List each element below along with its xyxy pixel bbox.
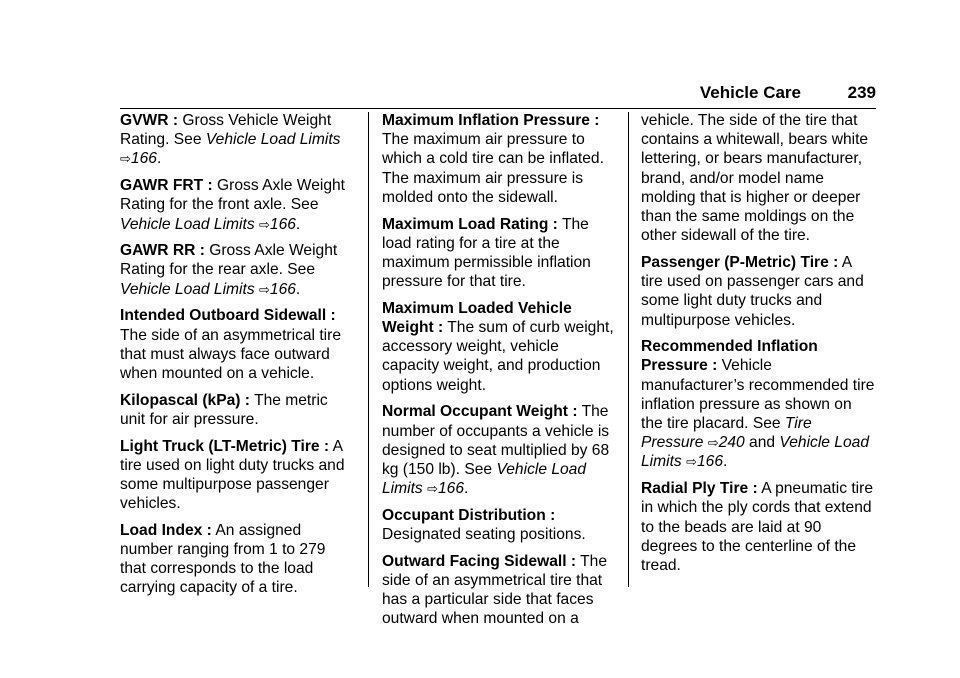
page-reference-arrow-icon: ⇨ bbox=[258, 281, 270, 297]
cross-reference-page[interactable]: 166 bbox=[269, 215, 296, 233]
glossary-entry bbox=[641, 479, 875, 575]
glossary-definition: The sum of curb weight, accessory weight, vehicle capacity weight, and production options weight. bbox=[382, 319, 614, 394]
cross-reference-link[interactable]: Vehicle Load Limits bbox=[120, 280, 255, 298]
trailing-punctuation: . bbox=[295, 280, 301, 298]
section-title: Vehicle Care bbox=[699, 83, 801, 102]
glossary-entry bbox=[641, 337, 875, 471]
page-reference-arrow-icon: ⇨ bbox=[707, 435, 719, 451]
glossary-term: Normal Occupant Weight : bbox=[382, 403, 578, 421]
glossary-entry bbox=[382, 299, 616, 395]
column-divider bbox=[368, 112, 369, 587]
glossary-term: Radial Ply Tire : bbox=[641, 480, 758, 498]
glossary-definition: The metric unit for air pressure. bbox=[120, 391, 328, 428]
glossary-entry bbox=[120, 111, 354, 169]
column-divider bbox=[628, 112, 629, 587]
page-reference-arrow-icon: ⇨ bbox=[427, 481, 438, 497]
column-3 bbox=[641, 111, 875, 583]
glossary-term: GAWR RR : bbox=[120, 242, 205, 260]
glossary-entry bbox=[382, 552, 616, 629]
glossary-entry bbox=[382, 215, 616, 292]
page-number: 239 bbox=[847, 83, 876, 102]
glossary-definition: The maximum air pressure to which a cold tire can be inflated. The maximum air pressure is molded onto the sidewall. bbox=[382, 131, 604, 206]
connector-text: and bbox=[749, 434, 776, 452]
glossary-definition: The side of an asymmetrical tire that must always face outward when mounted on a vehicle. bbox=[120, 326, 341, 382]
glossary-entry bbox=[120, 306, 354, 383]
glossary-definition: The side of an asymmetrical tire that has a particular side that faces outward when mounted on a bbox=[382, 552, 608, 628]
trailing-punctuation: . bbox=[464, 480, 469, 498]
cross-reference-page[interactable]: 166 bbox=[269, 280, 296, 298]
glossary-entry bbox=[120, 437, 354, 514]
glossary-entry bbox=[120, 241, 354, 299]
glossary-definition: Gross Axle Weight Rating for the rear axle. See bbox=[120, 242, 338, 279]
glossary-term: Light Truck (LT-Metric) Tire : bbox=[120, 437, 330, 455]
glossary-term: Occupant Distribution : bbox=[382, 506, 556, 524]
cross-reference-page[interactable]: 166 bbox=[696, 453, 724, 471]
glossary-term: Maximum Load Rating : bbox=[382, 215, 558, 233]
column-2 bbox=[382, 111, 616, 636]
glossary-definition: The number of occupants a vehicle is designed to seat multiplied by 68 kg (150 lb). See bbox=[382, 403, 610, 478]
cross-reference-link[interactable]: Tire Pressure bbox=[641, 415, 812, 452]
glossary-entry bbox=[120, 176, 354, 234]
glossary-term: GAWR FRT : bbox=[120, 177, 213, 195]
glossary-definition: An assigned number ranging from 1 to 279 that corresponds to the load carrying capacity of a tire. bbox=[120, 521, 326, 597]
glossary-entry bbox=[641, 111, 875, 245]
glossary-definition: Gross Vehicle Weight Rating. See bbox=[120, 112, 332, 149]
glossary-term: Maximum Loaded Vehicle Weight : bbox=[382, 299, 572, 337]
cross-reference-link[interactable]: Vehicle Load Limits bbox=[205, 131, 341, 149]
glossary-entry bbox=[382, 506, 616, 544]
cross-reference-page[interactable]: 166 bbox=[437, 480, 465, 498]
glossary-term: Load Index : bbox=[120, 521, 212, 539]
glossary-entry bbox=[382, 111, 616, 207]
page-header bbox=[120, 80, 876, 110]
glossary-definition: Gross Axle Weight Rating for the front axle. See bbox=[120, 177, 346, 214]
glossary-term: Passenger (P-Metric) Tire : bbox=[641, 253, 839, 271]
glossary-term: Intended Outboard Sidewall : bbox=[120, 307, 336, 325]
glossary-definition: vehicle. The side of the tire that contains a whitewall, bears white lettering, or bears manufacturer, brand, and/or model name molding that is higher or deeper than the same moldings on the other sidewall of the tire. bbox=[641, 112, 869, 245]
cross-reference-link[interactable]: Vehicle Load Limits bbox=[641, 434, 869, 471]
cross-reference-page[interactable]: 240 bbox=[718, 434, 745, 452]
glossary-definition: A tire used on passenger cars and some light duty trucks and multipurpose vehicles. bbox=[641, 253, 864, 329]
glossary-term: Outward Facing Sidewall : bbox=[382, 552, 577, 570]
cross-reference-page[interactable]: 166 bbox=[130, 150, 157, 168]
glossary-definition: A tire used on light duty trucks and some multipurpose passenger vehicles. bbox=[120, 437, 345, 513]
trailing-punctuation: . bbox=[156, 150, 162, 168]
glossary-term: Maximum Inflation Pressure : bbox=[382, 112, 600, 129]
page-reference-arrow-icon: ⇨ bbox=[686, 454, 697, 470]
glossary-definition: Designated seating positions. bbox=[382, 526, 586, 544]
glossary-entry bbox=[641, 253, 875, 330]
glossary-term: GVWR : bbox=[120, 112, 179, 129]
page-reference-arrow-icon: ⇨ bbox=[258, 216, 270, 232]
header-rule bbox=[120, 108, 876, 109]
glossary-definition: A pneumatic tire in which the ply cords that extend to the beads are laid at 90 degrees to the centerline of the tread. bbox=[641, 480, 874, 574]
glossary-term: Recommended Inflation Pressure : bbox=[641, 338, 818, 375]
cross-reference-link[interactable]: Vehicle Load Limits bbox=[120, 215, 255, 233]
glossary-entry bbox=[120, 521, 354, 598]
glossary-entry bbox=[382, 402, 616, 498]
trailing-punctuation: . bbox=[295, 215, 301, 233]
glossary-entry bbox=[120, 391, 354, 429]
page-reference-arrow-icon: ⇨ bbox=[120, 151, 131, 167]
cross-reference-link[interactable]: Vehicle Load Limits bbox=[382, 460, 587, 498]
glossary-term: Kilopascal (kPa) : bbox=[120, 391, 250, 409]
glossary-definition: The load rating for a tire at the maximum permissible inflation pressure for that tire. bbox=[382, 215, 591, 291]
glossary-definition: Vehicle manufacturer’s recommended tire inflation pressure as shown on the tire placard. See bbox=[641, 357, 875, 433]
column-1 bbox=[120, 111, 354, 605]
trailing-punctuation: . bbox=[723, 453, 728, 471]
